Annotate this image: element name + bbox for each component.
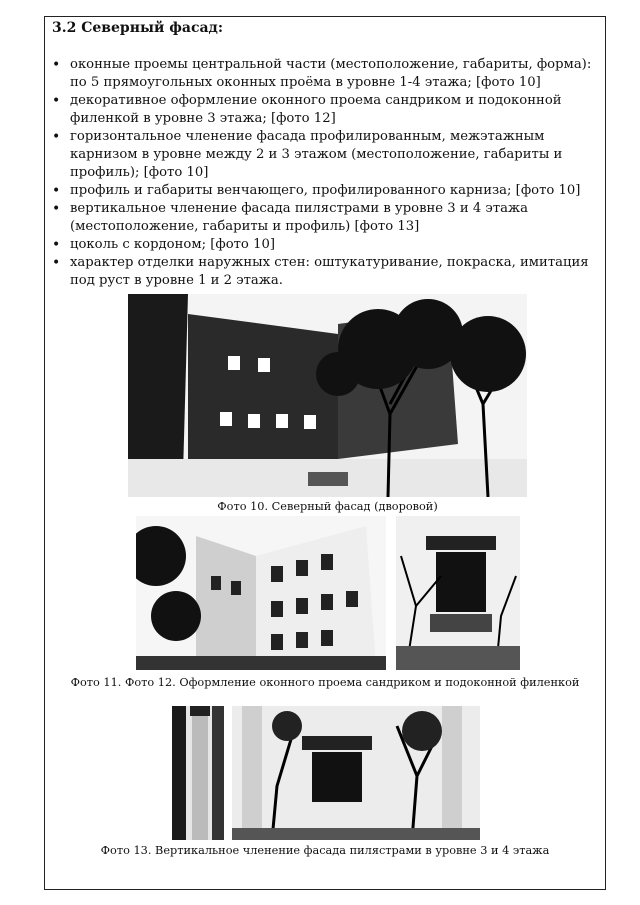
bullet-item: • характер отделки наружных стен: оштукатуривание, покраска, имитация под руст в уровне 1 и 2 этажа. [52, 254, 604, 290]
bullet-item: • вертикальное членение фасада пилястрами в уровне 3 и 4 этажа (местоположение, габариты и профиль) [фото 13] [52, 200, 604, 236]
photo-13-pilaster-left [172, 706, 224, 840]
photo-10-north-facade [128, 294, 527, 497]
bullet-item: • профиль и габариты венчающего, профилированного карниза; [фото 10] [52, 182, 604, 200]
photo-12-window-sandrik [396, 516, 520, 670]
photo-11-facade-corner [136, 516, 386, 670]
section-heading: 3.2 Северный фасад: [52, 20, 224, 36]
bullet-item: • цоколь с кордоном; [фото 10] [52, 236, 604, 254]
bullet-list [52, 56, 604, 290]
photo-10-caption: Фото 10. Северный фасад (дворовой) [217, 500, 438, 513]
photo-13-caption: Фото 13. Вертикальное членение фасада пилястрами в уровне 3 и 4 этажа [100, 844, 550, 857]
bullet-item: • горизонтальное членение фасада профилированным, межэтажным карнизом в уровне между 2 и 3 этажом (местоположение, габариты и профиль); [фото 10] [52, 128, 604, 182]
bullet-item: • декоративное оформление оконного проема сандриком и подоконной филенкой в уровне 3 этажа; [фото 12] [52, 92, 604, 128]
photo-13-pilaster-right [232, 706, 480, 840]
bullet-item: • оконные проемы центральной части (местоположение, габариты, форма): по 5 прямоугольных оконных проёма в уровне 1-4 этажа; [фото 10] [52, 56, 604, 92]
photo-11-12-caption: Фото 11. Фото 12. Оформление оконного проема сандриком и подоконной филенкой [70, 676, 580, 689]
